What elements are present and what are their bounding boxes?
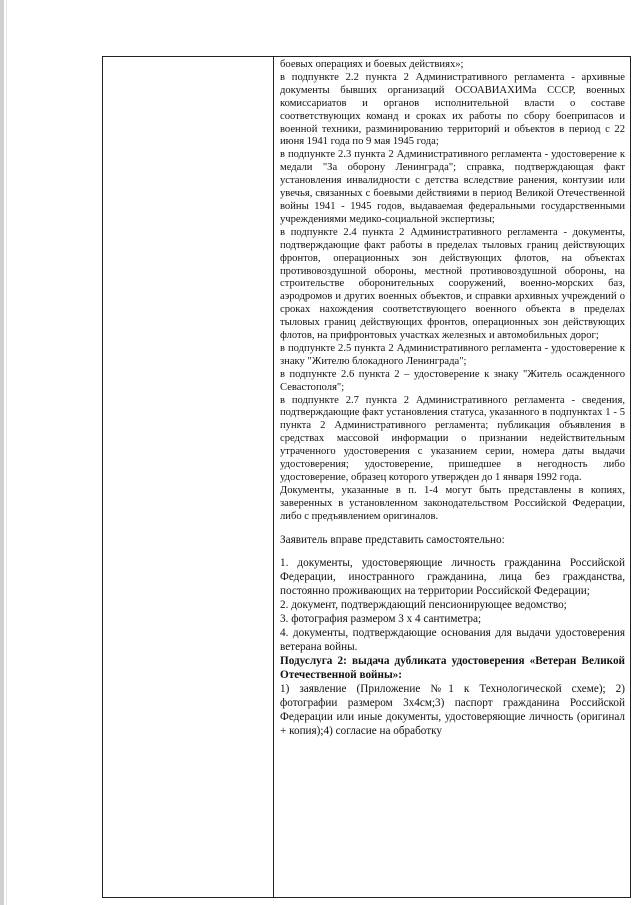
list-item: 4. документы, подтверждающие основания для выдачи удостоверения ветерана войны. bbox=[280, 626, 625, 653]
document-table bbox=[102, 56, 631, 898]
doc-paragraph: в подпункте 2.7 пункта 2 Административного регламента - сведения, подтверждающие факт установления статуса, указанного в подпунктах 1 - 5 пункта 2 Административного регламента; публикация объявления в средствах массовой информации о признании недействительным утраченного удостоверения с указанием серии, номера даты выдачи удостоверения; удостоверение, пришедшее в негодность либо удостоверение, образец которого утвержден до 1 января 1992 года. bbox=[280, 394, 625, 483]
subservice-heading bbox=[280, 654, 625, 682]
subservice-text: 1) заявление (Приложение №1 к Технологической схеме); 2) фотографии размером 3х4см;3) паспорт гражданина Российской Федерации или иные документы, удостоверяющие личность (оригинал + копия);4) согласие на обработку bbox=[280, 682, 625, 737]
doc-paragraph: в подпункте 2.4 пункта 2 Административного регламента - документы, подтверждающие факт работы в пределах тыловых границ действующих фронтов, операционных зон действующих флотов, на объектах противовоздушной обороны, местной противовоздушной обороны, на строительстве оборонительных сооружений, военно-морских баз, аэродромов и других военных объектов, и справки архивных учреждений о сроках нахождения соответствующего военного объекта в пределах тыловых границ действующих фронтов, операционных зон действующих флотов, на прифронтовых участках железных и автомобильных дорог; bbox=[280, 226, 625, 342]
list-item: 2. документ, подтверждающий пенсионирующее ведомство; bbox=[280, 598, 567, 611]
scan-edge-shadow bbox=[0, 0, 4, 905]
list-item: 1. документы, удостоверяющие личность гражданина Российской Федерации, иностранного гражданина, лица без гражданства, постоянно проживающих на территории Российской Федерации; bbox=[280, 556, 625, 597]
doc-paragraph: в подпункте 2.2 пункта 2 Административного регламента - архивные документы бывших организаций ОСОАВИАХИМа СССР, военных комиссариатов и органов исполнительной власти о составе соответствующих команд и сроках их работы по сбору боеприпасов и военной техники, разминированию территорий и объектов в период с 22 июня 1941 года по 9 мая 1945 года; bbox=[280, 71, 625, 148]
table-row bbox=[103, 57, 631, 898]
left-column-cell bbox=[103, 57, 274, 898]
scan-edge-line bbox=[6, 0, 7, 905]
doc-paragraph: в подпункте 2.3 пункта 2 Административного регламента - удостоверение к медали "За оборону Ленинграда"; справка, подтверждающая факт установления инвалидности с детства вследствие ранения, контузии или увечья, связанных с боевыми действиями в период Великой Отечественной войны 1941 - 1945 годов, выдаваемая федеральными государственными учреждениями медико-социальной экспертизы; bbox=[280, 149, 625, 225]
doc-paragraph: Документы, указанные в п. 1-4 могут быть представлены в копиях, заверенных в установленном законодательством Российской Федерации, либо с предъявлением оригиналов. bbox=[280, 484, 625, 522]
list-item: 3. фотография размером 3 х 4 сантиметра; bbox=[280, 612, 482, 625]
doc-paragraph: в подпункте 2.6 пункта 2 – удостоверение к знаку "Житель осажденного Севастополя"; bbox=[280, 368, 625, 393]
subservice-heading-text: Подуслуга 2: выдача дубликата удостоверения «Ветеран Великой Отечественной войны»: bbox=[280, 654, 625, 681]
doc-paragraph: в подпункте 2.5 пункта 2 Административного регламента - удостоверение к знаку "Жителю блокадного Ленинграда"; bbox=[280, 342, 625, 367]
content-cell bbox=[274, 57, 631, 898]
intro-text: Заявитель вправе представить самостоятельно: bbox=[280, 533, 505, 546]
doc-paragraph: боевых операциях и боевых действиях»; bbox=[280, 59, 464, 70]
